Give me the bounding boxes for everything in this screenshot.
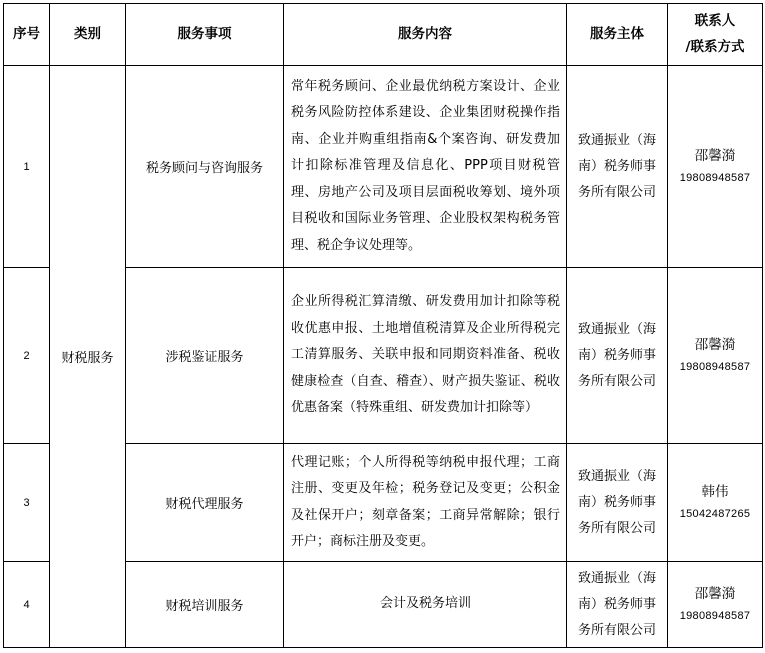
row-no: 4 xyxy=(4,562,50,648)
contact-phone: 15042487265 xyxy=(679,507,751,520)
row-no: 3 xyxy=(4,444,50,562)
row-contact xyxy=(668,66,763,268)
row-content: 常年税务顾问、企业最优纳税方案设计、企业税务风险防控体系建设、企业集团财税操作指南、企业并购重组指南&个案咨询、研发费加计扣除标准管理及信息化、PPP项目财税管理、房地产公司及项目层面税收筹划、境外项目税收和国际业务管理、企业股权架构税务管理、税企争议处理等。 xyxy=(284,66,567,268)
header-contact xyxy=(668,4,763,66)
row-no: 2 xyxy=(4,268,50,444)
row-content: 代理记账；个人所得税等纳税申报代理；工商注册、变更及年检；税务登记及变更；公积金及社保开户；刻章备案；工商异常解除；银行开户；商标注册及变更。 xyxy=(284,444,567,562)
header-contact-line1: 联系人 xyxy=(694,12,736,29)
table-row xyxy=(4,66,763,268)
row-item: 税务顾问与咨询服务 xyxy=(126,66,284,268)
contact-name: 邵馨漪 xyxy=(694,585,736,602)
contact-phone: 19808948587 xyxy=(679,171,751,184)
header-contact-line2: /联系方式 xyxy=(685,38,745,55)
header-no: 序号 xyxy=(4,4,50,66)
contact-name: 韩伟 xyxy=(701,483,729,500)
row-content: 会计及税务培训 xyxy=(284,562,567,648)
row-entity: 致通振业（海南）税务师事务所有限公司 xyxy=(567,562,668,648)
contact-name: 邵馨漪 xyxy=(694,147,736,164)
row-item: 涉税鉴证服务 xyxy=(126,268,284,444)
header-category: 类别 xyxy=(50,4,126,66)
contact-name: 邵馨漪 xyxy=(694,336,736,353)
row-entity: 致通振业（海南）税务师事务所有限公司 xyxy=(567,444,668,562)
contact-phone: 19808948587 xyxy=(679,609,751,622)
category-cell: 财税服务 xyxy=(50,66,126,648)
row-entity: 致通振业（海南）税务师事务所有限公司 xyxy=(567,66,668,268)
row-contact xyxy=(668,444,763,562)
row-contact xyxy=(668,562,763,648)
header-entity: 服务主体 xyxy=(567,4,668,66)
table-header-row xyxy=(4,4,763,66)
row-item: 财税培训服务 xyxy=(126,562,284,648)
contact-phone: 19808948587 xyxy=(679,360,751,373)
row-contact xyxy=(668,268,763,444)
row-content: 企业所得税汇算清缴、研发费用加计扣除等税收优惠申报、土地增值税清算及企业所得税完工清算服务、关联申报和同期资料准备、税收健康检查（自查、稽查）、财产损失鉴证、税收优惠备案（特殊重组、研发费加计扣除等） xyxy=(284,268,567,444)
service-table xyxy=(3,3,763,648)
row-item: 财税代理服务 xyxy=(126,444,284,562)
row-entity: 致通振业（海南）税务师事务所有限公司 xyxy=(567,268,668,444)
header-content: 服务内容 xyxy=(284,4,567,66)
header-item: 服务事项 xyxy=(126,4,284,66)
row-no: 1 xyxy=(4,66,50,268)
